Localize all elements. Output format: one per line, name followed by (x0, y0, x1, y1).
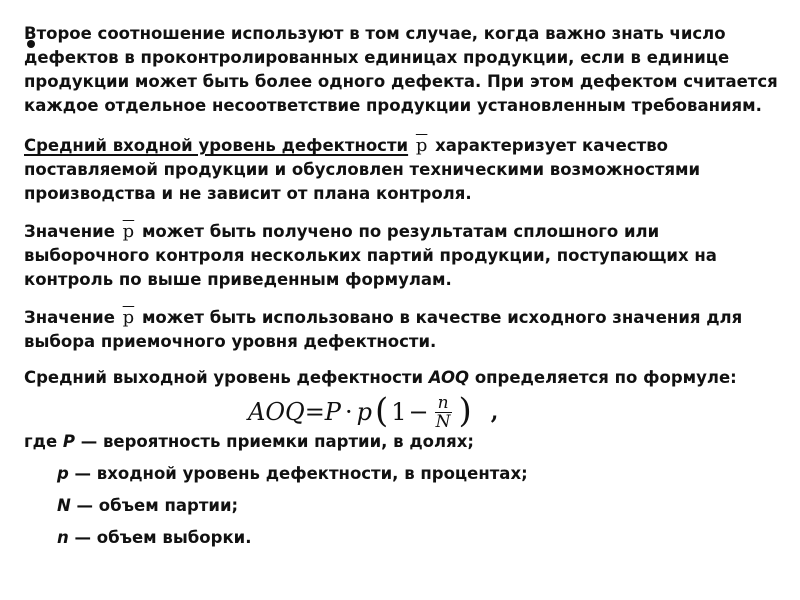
definition-n (57, 526, 800, 550)
term-underlined: Средний входной уровень дефектности (24, 136, 409, 155)
text-line: выбора приемочного уровня дефектности. (24, 332, 437, 351)
text-fragment: где (24, 432, 63, 451)
fraction-numerator: n (435, 394, 452, 413)
formula-P: P (324, 398, 341, 426)
text-fragment: Средний выходной уровень дефектности (24, 368, 429, 387)
formula-p: p (356, 398, 372, 426)
formula-fraction (433, 394, 454, 431)
formula-minus: − (408, 398, 429, 426)
text-line (24, 220, 784, 244)
formula-dot: · (344, 398, 353, 426)
text-fragment: определяется по формуле: (469, 368, 737, 387)
paragraph-input-defect-level (24, 134, 784, 206)
definition-N (57, 494, 800, 518)
text-fragment: может быть использовано в качестве исходного значения для (136, 308, 743, 327)
text-line: дефектов в проконтролированных единицах продукции, если в единице (24, 48, 730, 67)
formula-comma: , (490, 399, 499, 425)
text-line: продукции может быть более одного дефекта. При этом дефектом считается (24, 72, 778, 91)
text-fragment: — входной уровень дефектности, в процентах; (68, 464, 528, 483)
text-fragment: Значение (24, 308, 121, 327)
text-line: поставляемой продукции и обусловлен техническими возможностями (24, 160, 701, 179)
fraction-denominator: N (435, 411, 451, 432)
symbol-n: n (57, 528, 69, 547)
text-fragment: характеризует качество (429, 136, 668, 155)
text-line (24, 430, 784, 454)
text-fragment: — вероятность приемки партии, в долях; (74, 432, 474, 451)
text-line (57, 526, 800, 550)
p-bar-symbol: $\overline{p}$ (122, 221, 135, 242)
text-fragment: — объем партии; (70, 496, 239, 515)
text-line (24, 134, 784, 158)
definition-p (57, 462, 800, 486)
text-fragment: Значение (24, 222, 121, 241)
definition-P (24, 430, 784, 454)
p-bar-symbol: $\overline{p}$ (122, 307, 135, 328)
text-line: Второе соотношение используют в том случае, когда важно знать число (24, 24, 726, 43)
text-fragment: — объем выборки. (68, 528, 252, 547)
text-line (24, 306, 784, 330)
aoq-formula (248, 392, 498, 432)
text-line (57, 494, 800, 518)
paragraph-aoq-intro (24, 366, 784, 390)
formula-left-paren: ( (374, 391, 389, 431)
paragraph-value-obtained (24, 220, 784, 292)
symbol-N: N (57, 496, 71, 515)
text-line: производства и не зависит от плана контроля. (24, 184, 472, 203)
text-line (24, 366, 784, 390)
paragraph-second-ratio (24, 22, 784, 118)
paragraph-value-used (24, 306, 784, 354)
text-line (57, 462, 800, 486)
formula-one: 1 (391, 398, 407, 426)
formula-equals: = (304, 398, 325, 426)
formula-lhs: AOQ (248, 398, 305, 426)
formula-right-paren: ) (458, 391, 472, 431)
symbol-p: p (57, 464, 69, 483)
symbol-P: P (62, 432, 75, 451)
text-line: контроль по выше приведенным формулам. (24, 270, 452, 289)
aoq-abbreviation: AOQ (428, 368, 470, 387)
text-fragment: может быть получено по результатам сплошного или (136, 222, 660, 241)
text-line: выборочного контроля нескольких партий продукции, поступающих на (24, 246, 717, 265)
p-bar-symbol: $\overline{p}$ (415, 135, 428, 156)
text-line: каждое отдельное несоответствие продукции установленным требованиям. (24, 96, 762, 115)
